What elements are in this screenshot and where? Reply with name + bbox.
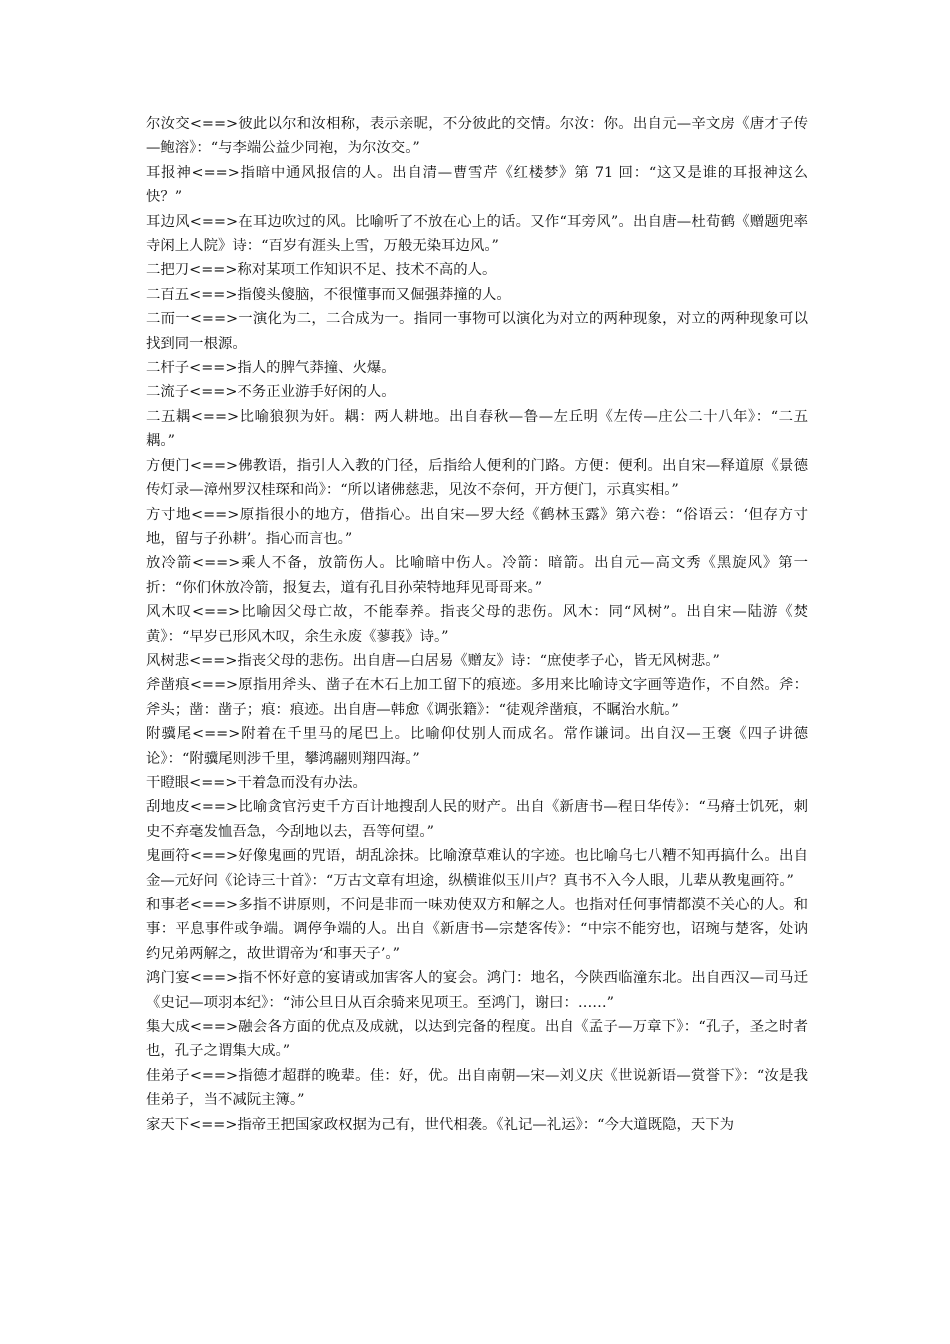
entry-er-bai-wu: 二百五<==>指傻头傻脑，不很懂事而又倔强莽撞的人。 <box>146 286 511 303</box>
entry-er-wu-ou: 二五耦<==>比喻狼狈为奸。耦：两人耕地。出自春秋—鲁—左丘明《左传—庄公二十八年》：“二五耦。” <box>146 408 808 450</box>
entry-feng-mu-tan: 风木叹<==>比喻因父母亡故，不能奉养。指丧父母的悲伤。风木：同“风树”。出自宋—陆游《焚黄》：“早岁已形风木叹，余生永废《蓼莪》诗。” <box>146 604 808 645</box>
entry-er-liu-zi: 二流子<==>不务正业游手好闲的人。 <box>146 384 396 401</box>
entry-fang-leng-jian: 放冷箭<==>乘人不备，放箭伤人。比喻暗中伤人。冷箭：暗箭。出自元—高文秀《黑旋风》第一折：“你们休放冷箭，报复去，道有孔目孙荣特地拜见哥哥来。” <box>146 555 808 596</box>
entry-feng-shu-bei: 风树悲<==>指丧父母的悲伤。出自唐—白居易《赠友》诗：“庶使孝子心，皆无风树悲。” <box>146 652 720 669</box>
entry-er-ru-jiao: 尔汝交<==>彼此以尔和汝相称，表示亲昵，不分彼此的交情。尔汝：你。出自元—辛文房《唐才子传—鲍溶》：“与李端公益少同袍，为尔汝交。” <box>146 116 808 157</box>
entry-he-shi-lao: 和事老<==>多指不讲原则，不问是非而一味劝使双方和解之人。也指对任何事情都漠不关心的人。和事：平息事件或争端。调停争端的人。出自《新唐书—宗楚客传》：“中宗不能穷也，诏琬与楚客，处讷约兄弟两解之，故世谓帝为‘和事天子’。” <box>146 897 808 962</box>
entry-hong-men-yan: 鸿门宴<==>指不怀好意的宴请或加害客人的宴会。鸿门：地名，今陕西临潼东北。出自西汉—司马迁《史记—项羽本纪》：“沛公旦日从百余骑来见项王。至鸿门，谢曰：……” <box>146 970 808 1011</box>
entry-gan-deng-yan: 干瞪眼<==>干着急而没有办法。 <box>146 774 367 791</box>
entry-fang-cun-di: 方寸地<==>原指很小的地方，借指心。出自宋—罗大经《鹤林玉露》第六卷：“俗语云：‘但存方寸地，留与子孙耕’。指心而言也。” <box>146 506 808 547</box>
entry-fang-bian-men: 方便门<==>佛教语，指引人入教的门径，后指给人便利的门路。方便：便利。出自宋—释道原《景德传灯录—漳州罗汉桂琛和尚》：“所以诸佛慈悲，见汝不奈何，开方便门，示真实相。” <box>146 457 808 499</box>
entry-jia-di-zi: 佳弟子<==>指德才超群的晚辈。佳：好，优。出自南朝—宋—刘义庆《世说新语—赏誉下》：“汝是我佳弟子，当不减阮主簿。” <box>146 1067 808 1109</box>
entry-ji-da-cheng: 集大成<==>融会各方面的优点及成就，以达到完备的程度。出自《孟子—万章下》：“孔子，圣之时者也，孔子之谓集大成。” <box>146 1019 808 1060</box>
entry-fu-zao-hen: 斧凿痕<==>原指用斧头、凿子在木石上加工留下的痕迹。多用来比喻诗文字画等造作，不自然。斧：斧头；凿：凿子；痕：痕迹。出自唐—韩愈《调张籍》：“徒观斧凿痕，不瞩治水航。” <box>146 677 808 718</box>
document-body <box>146 112 808 1137</box>
entry-er-er-yi: 二而一<==>一演化为二，二合成为一。指同一事物可以演化为对立的两种现象，对立的两种现象可以找到同一根源。 <box>146 311 808 352</box>
entry-er-gan-zi: 二杆子<==>指人的脾气莽撞、火爆。 <box>146 360 396 377</box>
entry-gua-di-pi: 刮地皮<==>比喻贪官污吏千方百计地搜刮人民的财产。出自《新唐书—程日华传》：“马瘠士饥死，刺史不弃毫发恤吾急，今刮地以去，吾等何望。” <box>146 799 808 840</box>
entry-er-bian-feng: 耳边风<==>在耳边吹过的风。比喻听了不放在心上的话。又作“耳旁风”。出自唐—杜荀鹤《赠题兜率寺闲上人院》诗：“百岁有涯头上雪，万般无染耳边风。” <box>146 213 808 255</box>
entry-gui-hua-fu: 鬼画符<==>好像鬼画的咒语，胡乱涂抹。比喻潦草难认的字迹。也比喻乌七八糟不知再搞什么。出自金—元好问《论诗三十首》：“万古文章有坦途，纵横谁似玉川卢？真书不入今人眼，儿辈从教鬼画符。” <box>146 848 808 889</box>
entry-jia-tian-xia: 家天下<==>指帝王把国家政权据为己有，世代相袭。《礼记—礼运》：“今大道既隐，天下为 <box>146 1116 735 1133</box>
entry-fu-ji-wei: 附骥尾<==>附着在千里马的尾巴上。比喻仰仗别人而成名。常作谦词。出自汉—王褒《四子讲德论》：“附骥尾则涉千里，攀鸿翮则翔四海。” <box>146 726 808 767</box>
entry-er-ba-dao: 二把刀<==>称对某项工作知识不足、技术不高的人。 <box>146 262 497 279</box>
entry-er-bao-shen: 耳报神<==>指暗中通风报信的人。出自清—曹雪芹《红楼梦》第 71 回：“这又是谁的耳报神这么快？” <box>146 164 808 206</box>
